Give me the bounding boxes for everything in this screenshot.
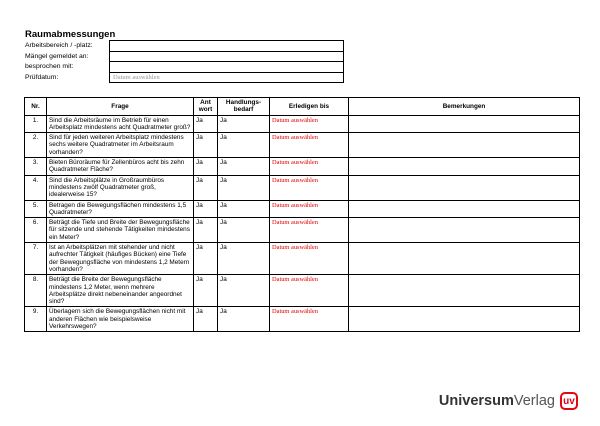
header-antwort: Ant wort — [194, 98, 218, 116]
remarks-field[interactable] — [349, 243, 580, 275]
table-row — [25, 133, 580, 158]
question-text: Ist an Arbeitsplätzen mit stehender und nicht aufrechter Tätigkeit (häufiges Bücken) eine Tiefe der Bewegungsfläche von mindestens 1,2 Metern vorhanden? — [47, 243, 194, 275]
header-bemerkungen: Bemerkungen — [349, 98, 580, 116]
row-number: 8. — [25, 275, 47, 307]
row-number: 6. — [25, 218, 47, 243]
answer-dropdown[interactable]: Ja — [194, 218, 218, 243]
remarks-field[interactable] — [349, 133, 580, 158]
remarks-field[interactable] — [349, 218, 580, 243]
answer-dropdown[interactable]: Ja — [194, 307, 218, 332]
info-fields — [25, 40, 344, 83]
row-number: 4. — [25, 175, 47, 200]
action-needed-dropdown[interactable]: Ja — [218, 307, 270, 332]
action-needed-dropdown[interactable]: Ja — [218, 275, 270, 307]
page-title: Raumabmessungen — [25, 29, 116, 40]
due-date-picker[interactable]: Datum auswählen — [270, 307, 349, 332]
question-text: Betragen die Bewegungsflächen mindestens 1,5 Quadratmeter? — [47, 200, 194, 218]
due-date-picker[interactable]: Datum auswählen — [270, 175, 349, 200]
answer-dropdown[interactable]: Ja — [194, 275, 218, 307]
table-row — [25, 218, 580, 243]
remarks-field[interactable] — [349, 275, 580, 307]
logo-text: uv — [563, 395, 575, 407]
brand-name-bold: Universum — [438, 393, 514, 409]
remarks-field[interactable] — [349, 158, 580, 176]
remarks-field[interactable] — [349, 200, 580, 218]
action-needed-dropdown[interactable]: Ja — [218, 243, 270, 275]
action-needed-dropdown[interactable]: Ja — [218, 158, 270, 176]
due-date-picker[interactable]: Datum auswählen — [270, 218, 349, 243]
question-text: Überlagern sich die Bewegungsflächen nicht mit anderen Flächen wie beispielsweise Verkehrswegen? — [47, 307, 194, 332]
row-number: 2. — [25, 133, 47, 158]
row-number: 5. — [25, 200, 47, 218]
arbeitsbereich-field[interactable] — [110, 41, 344, 52]
due-date-picker[interactable]: Datum auswählen — [270, 133, 349, 158]
arbeitsbereich-label: Arbeitsbereich / -platz: — [25, 42, 93, 49]
remarks-field[interactable] — [349, 307, 580, 332]
info-row — [25, 41, 344, 52]
question-text: Beträgt die Tiefe und Breite der Bewegungsfläche für sitzende und stehende Tätigkeiten mindestens ein Meter? — [47, 218, 194, 243]
action-needed-dropdown[interactable]: Ja — [218, 218, 270, 243]
remarks-field[interactable] — [349, 175, 580, 200]
question-text: Bieten Büroräume für Zellenbüros acht bis zehn Quadratmeter Fläche? — [47, 158, 194, 176]
header-erledigen-bis: Erledigen bis — [270, 98, 349, 116]
answer-dropdown[interactable]: Ja — [194, 175, 218, 200]
remarks-field[interactable] — [349, 115, 580, 133]
row-number: 7. — [25, 243, 47, 275]
row-number: 1. — [25, 115, 47, 133]
due-date-picker[interactable]: Datum auswählen — [270, 243, 349, 275]
row-number: 3. — [25, 158, 47, 176]
due-date-picker[interactable]: Datum auswählen — [270, 200, 349, 218]
publisher-footer — [439, 392, 578, 410]
table-row — [25, 115, 580, 133]
answer-dropdown[interactable]: Ja — [194, 158, 218, 176]
maengel-field[interactable] — [110, 51, 344, 62]
question-text: Beträgt die Breite der Bewegungsfläche mindestens 1,2 Meter, wenn mehrere Arbeitsplätze direkt nebeneinander angeordnet sind? — [47, 275, 194, 307]
answer-dropdown[interactable]: Ja — [194, 133, 218, 158]
due-date-picker[interactable]: Datum auswählen — [270, 158, 349, 176]
checklist-table — [24, 97, 580, 332]
action-needed-dropdown[interactable]: Ja — [218, 175, 270, 200]
answer-dropdown[interactable]: Ja — [194, 115, 218, 133]
info-row — [25, 62, 344, 73]
besprochen-field[interactable] — [110, 62, 344, 73]
pruefdatum-date-picker[interactable]: Datum auswählen — [110, 72, 344, 83]
action-needed-dropdown[interactable]: Ja — [218, 200, 270, 218]
question-text: Sind die Arbeitsplätze in Großraumbüros mindestens zwölf Quadratmeter groß, idealerweise 15? — [47, 175, 194, 200]
info-row — [25, 51, 344, 62]
header-handlungsbedarf: Handlungs-bedarf — [218, 98, 270, 116]
info-row — [25, 72, 344, 83]
besprochen-label: besprochen mit: — [25, 63, 74, 70]
due-date-picker[interactable]: Datum auswählen — [270, 275, 349, 307]
table-row — [25, 307, 580, 332]
header-row — [25, 98, 580, 116]
action-needed-dropdown[interactable]: Ja — [218, 115, 270, 133]
due-date-picker[interactable]: Datum auswählen — [270, 115, 349, 133]
question-text: Sind die Arbeitsräume im Betrieb für einen Arbeitsplatz mindestens acht Quadratmeter groß? — [47, 115, 194, 133]
answer-dropdown[interactable]: Ja — [194, 200, 218, 218]
table-row — [25, 200, 580, 218]
answer-dropdown[interactable]: Ja — [194, 243, 218, 275]
header-nr: Nr. — [25, 98, 47, 116]
table-row — [25, 275, 580, 307]
row-number: 9. — [25, 307, 47, 332]
table-row — [25, 175, 580, 200]
universum-logo-icon — [560, 392, 578, 410]
action-needed-dropdown[interactable]: Ja — [218, 133, 270, 158]
header-frage: Frage — [47, 98, 194, 116]
pruefdatum-label: Prüfdatum: — [25, 73, 59, 81]
question-text: Sind für jeden weiteren Arbeitsplatz mindestens sechs weitere Quadratmeter im Arbeitsraum vorhanden? — [47, 133, 194, 158]
table-row — [25, 243, 580, 275]
maengel-label: Mängel gemeldet an: — [25, 52, 89, 60]
table-row — [25, 158, 580, 176]
brand-name-light: Verlag — [513, 393, 555, 409]
